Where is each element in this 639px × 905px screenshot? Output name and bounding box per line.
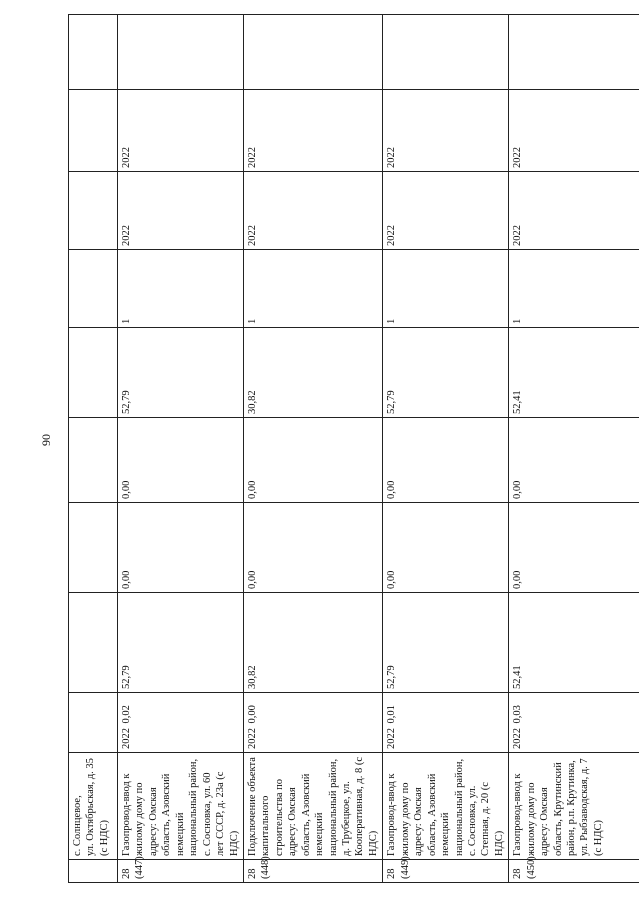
value-cell xyxy=(69,250,118,328)
value-cell: 52,79 xyxy=(383,593,509,693)
value-cell: 0,02 xyxy=(118,693,244,727)
value-cell: 1 xyxy=(509,250,639,328)
value-cell: 0,00 xyxy=(243,693,382,727)
value-cell: 0,00 xyxy=(383,418,509,503)
empty-cell xyxy=(243,15,382,90)
value-cell xyxy=(69,693,118,727)
row-number-cell: 28 (449) xyxy=(383,860,509,883)
year-cell: 2022 xyxy=(383,727,509,753)
object-name-cell: Газопровод-ввод к жилому дому по адресу: Омская область, Азовский немецкий национальный район, с. Сосновка, ул. 60 лет СССР, д. 23а (с НДС) xyxy=(118,753,244,860)
value-cell: 1 xyxy=(383,250,509,328)
table-row xyxy=(243,15,382,883)
value-cell: 52,41 xyxy=(509,328,639,418)
row-number-cell: 28 (447) xyxy=(118,860,244,883)
value-cell: 0,00 xyxy=(118,503,244,593)
year-cell: 2022 xyxy=(243,727,382,753)
year-cell: 2022 xyxy=(118,90,244,172)
year-cell: 2022 xyxy=(383,90,509,172)
year-cell: 2022 xyxy=(118,172,244,250)
object-name-cell: Подключение объекта капитального строительства по адресу: Омская область, Азовский немецкий национальный район, д. Трубецкое, ул. Кооперативная, д. 8 (с НДС) xyxy=(243,753,382,860)
table-row xyxy=(383,15,509,883)
object-name-cell: с. Солнцевое, ул. Октябрьская, д. 35 (с НДС) xyxy=(69,753,118,860)
year-cell: 2022 xyxy=(383,172,509,250)
value-cell xyxy=(69,418,118,503)
value-cell xyxy=(69,593,118,693)
page-number: 90 xyxy=(39,434,53,446)
table-row xyxy=(118,15,244,883)
table-row xyxy=(69,15,118,883)
year-cell: 2022 xyxy=(509,727,639,753)
row-number-cell xyxy=(69,860,118,883)
value-cell: 52,79 xyxy=(383,328,509,418)
year-cell: 2022 xyxy=(243,90,382,172)
value-cell: 0,01 xyxy=(383,693,509,727)
value-cell: 0,00 xyxy=(118,418,244,503)
value-cell xyxy=(69,328,118,418)
value-cell: 0,00 xyxy=(243,503,382,593)
rotated-table-wrapper xyxy=(68,15,605,883)
object-name-cell: Газопровод-ввод к жилому дому по адресу: Омская область, Азовский немецкий национальный район, с. Сосновка, ул. Степная, д. 20 (с НДС) xyxy=(383,753,509,860)
table-row xyxy=(509,15,639,883)
value-cell: 52,79 xyxy=(118,328,244,418)
value-cell: 0,00 xyxy=(509,418,639,503)
data-table xyxy=(68,14,639,883)
value-cell xyxy=(69,503,118,593)
empty-cell xyxy=(509,15,639,90)
row-number-cell: 28 (448) xyxy=(243,860,382,883)
year-cell: 2022 xyxy=(509,90,639,172)
value-cell: 30,82 xyxy=(243,593,382,693)
value-cell: 0,00 xyxy=(243,418,382,503)
empty-cell xyxy=(118,15,244,90)
value-cell: 1 xyxy=(118,250,244,328)
value-cell: 30,82 xyxy=(243,328,382,418)
year-cell: 2022 xyxy=(243,172,382,250)
value-cell: 52,41 xyxy=(509,593,639,693)
row-number-cell: 28 (450) xyxy=(509,860,639,883)
value-cell: 1 xyxy=(243,250,382,328)
value-cell: 0,03 xyxy=(509,693,639,727)
empty-cell xyxy=(383,15,509,90)
value-cell: 52,79 xyxy=(118,593,244,693)
year-cell xyxy=(69,727,118,753)
empty-cell xyxy=(69,15,118,90)
object-name-cell: Газопровод-ввод к жилому дому по адресу: Омская область, Крутинский район, р.п. Крутинка, ул. Рыбзаводская, д. 7 (с НДС) xyxy=(509,753,639,860)
year-cell: 2022 xyxy=(509,172,639,250)
value-cell: 0,00 xyxy=(383,503,509,593)
year-cell xyxy=(69,90,118,172)
year-cell xyxy=(69,172,118,250)
year-cell: 2022 xyxy=(118,727,244,753)
value-cell: 0,00 xyxy=(509,503,639,593)
